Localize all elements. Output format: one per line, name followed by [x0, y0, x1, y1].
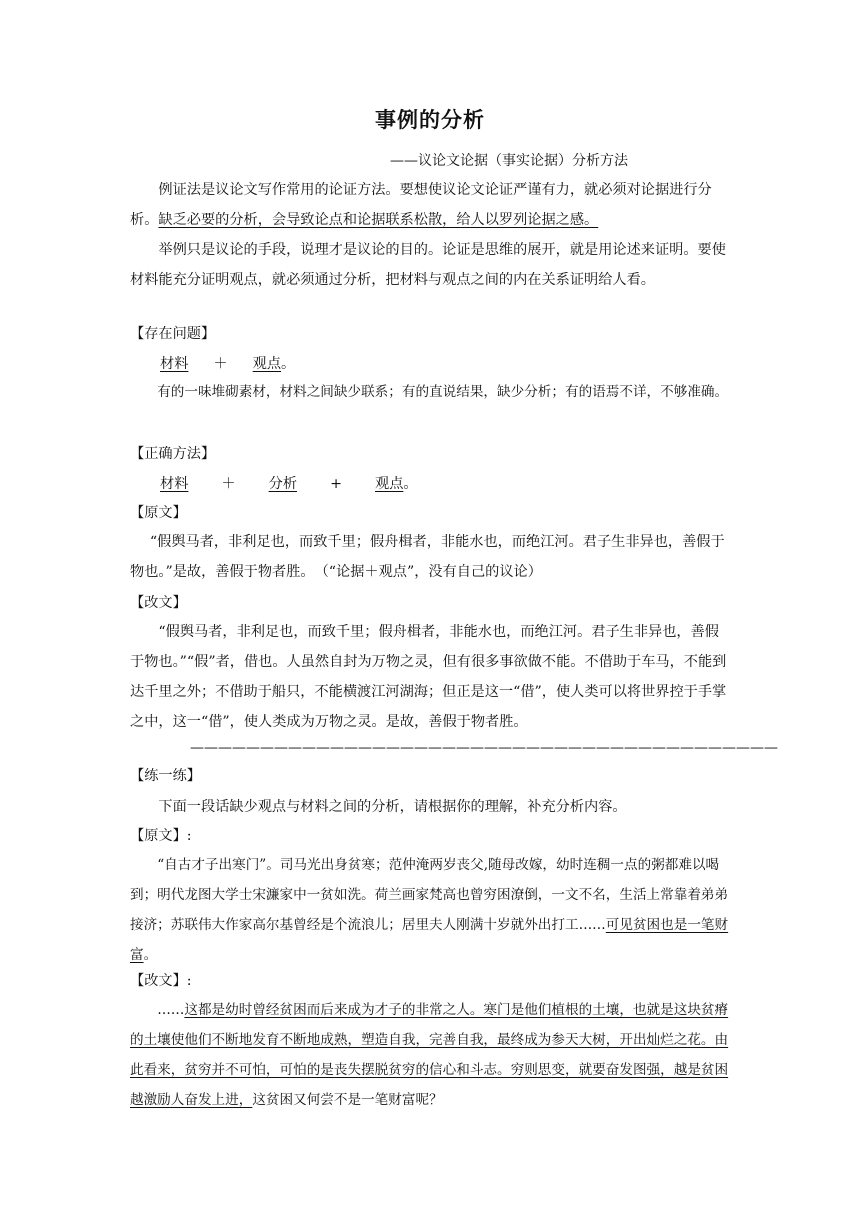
heading-method: 【正确方法】 [130, 446, 216, 462]
method-end: 。 [403, 476, 418, 492]
original-text: “假舆马者，非利足也，而致千里；假舟楫者，非能水也，而绝江河。君子生非异也，善假于物也。”是故，善假于物者胜。 （“论据＋观点”，没有自己的议论） [130, 534, 725, 580]
problem-description: 有的一味堆砌素材，材料之间缺少联系；有的直说结果，缺少分析；有的语焉不详，不够准确。 [157, 384, 729, 400]
formula-view: 观点 [252, 356, 282, 372]
intro-paragraph-1 [130, 175, 732, 235]
formula-plus: ＋ [213, 356, 228, 372]
revised-2-tail: 这贫困又何尝不是一笔财富呢？ [252, 1092, 443, 1108]
intro-paragraph-2: 举例只是议论的手段，说理才是议论的目的。论证是思维的展开，就是用论述来证明。要使材料能充分证明观点，就必须通过分析，把材料与观点之间的内在关系证明给人看。 [130, 242, 726, 288]
method-plus-2: + [330, 476, 342, 492]
heading-revised-2: 【改文】: [130, 973, 192, 989]
method-material: 材料 [160, 476, 189, 492]
heading-original: 【原文】 [130, 505, 187, 521]
formula-end: 。 [281, 356, 296, 372]
revised-text: “假舆马者，非利足也，而致千里；假舟楫者，非能水也，而绝江河。君子生非异也，善假于物也。”“假”者，借也。人虽然自封为万物之灵，但有很多事欲做不能。不借助于车马，不能到达千里之外；不借助于船只，不能横渡江河湖海；但正是这一“借”，使人类可以将世界控于手掌之中，这一“借”，使人类成为万物之灵。是故，善假于物者胜。 [130, 624, 727, 730]
heading-original-2: 【原文】: [130, 828, 192, 844]
heading-revised: 【改文】 [130, 595, 187, 611]
document-subtitle: ——议论文论据（事实论据）分析方法 [390, 153, 628, 169]
problem-formula [160, 353, 295, 373]
original-2-plain: “自古才子出寒门”。司马光出身贫寒；范仲淹两岁丧父,随母改嫁，幼时连稠一点的粥都难以喝到；明代龙图大学士宋濂家中一贫如洗。荷兰画家梵高也曾穷困潦倒，一文不名，生活上常靠着弟弟接济；苏联伟大作家高尔基曾经是个流浪儿；居里夫人刚满十岁就外出打工…… [130, 857, 729, 933]
practice-instruction: 下面一段话缺少观点与材料之间的分析，请根据你的理解，补充分析内容。 [158, 799, 627, 815]
intro-underlined-text: 缺乏必要的分析，会导致论点和论据联系松散，给人以罗列论据之感。 [158, 212, 599, 228]
method-formula [160, 473, 418, 493]
heading-practice: 【练一练】 [130, 768, 201, 784]
method-view: 观点 [375, 476, 404, 492]
section-divider: —————————————————————————————————————————— [190, 740, 778, 756]
original-2-underlined: 可见贫困也是一笔财富 [130, 917, 729, 963]
original-2-end: 。 [143, 947, 158, 963]
revised-2-text [130, 995, 732, 1115]
formula-material: 材料 [160, 356, 189, 372]
original-2-text [130, 850, 732, 970]
revised-2-underlined: 这都是幼时曾经贫困而后来成为才子的非常之人。寒门是他们植根的土壤，也就是这块贫瘠的土壤使他们不断地发育不断地成熟，塑造自我，完善自我，最终成为参天大树，开出灿烂之花。由此看来，贫穷并不可怕，可怕的是丧失摆脱贫穷的信心和斗志。穷则思变，就要奋发图强，越是贫困越激励人奋发上进， [130, 1002, 729, 1108]
method-plus-1: ＋ [221, 476, 236, 492]
heading-problem: 【存在问题】 [130, 326, 216, 342]
intro-text: 例证法是议论文写作常用的论证方法。要想使议论文论证严谨有力，就必须对论据进行分析。 [130, 182, 712, 228]
method-analysis: 分析 [268, 476, 298, 492]
revised-2-prefix: …… [157, 1002, 185, 1018]
document-title: 事例的分析 [375, 108, 485, 132]
